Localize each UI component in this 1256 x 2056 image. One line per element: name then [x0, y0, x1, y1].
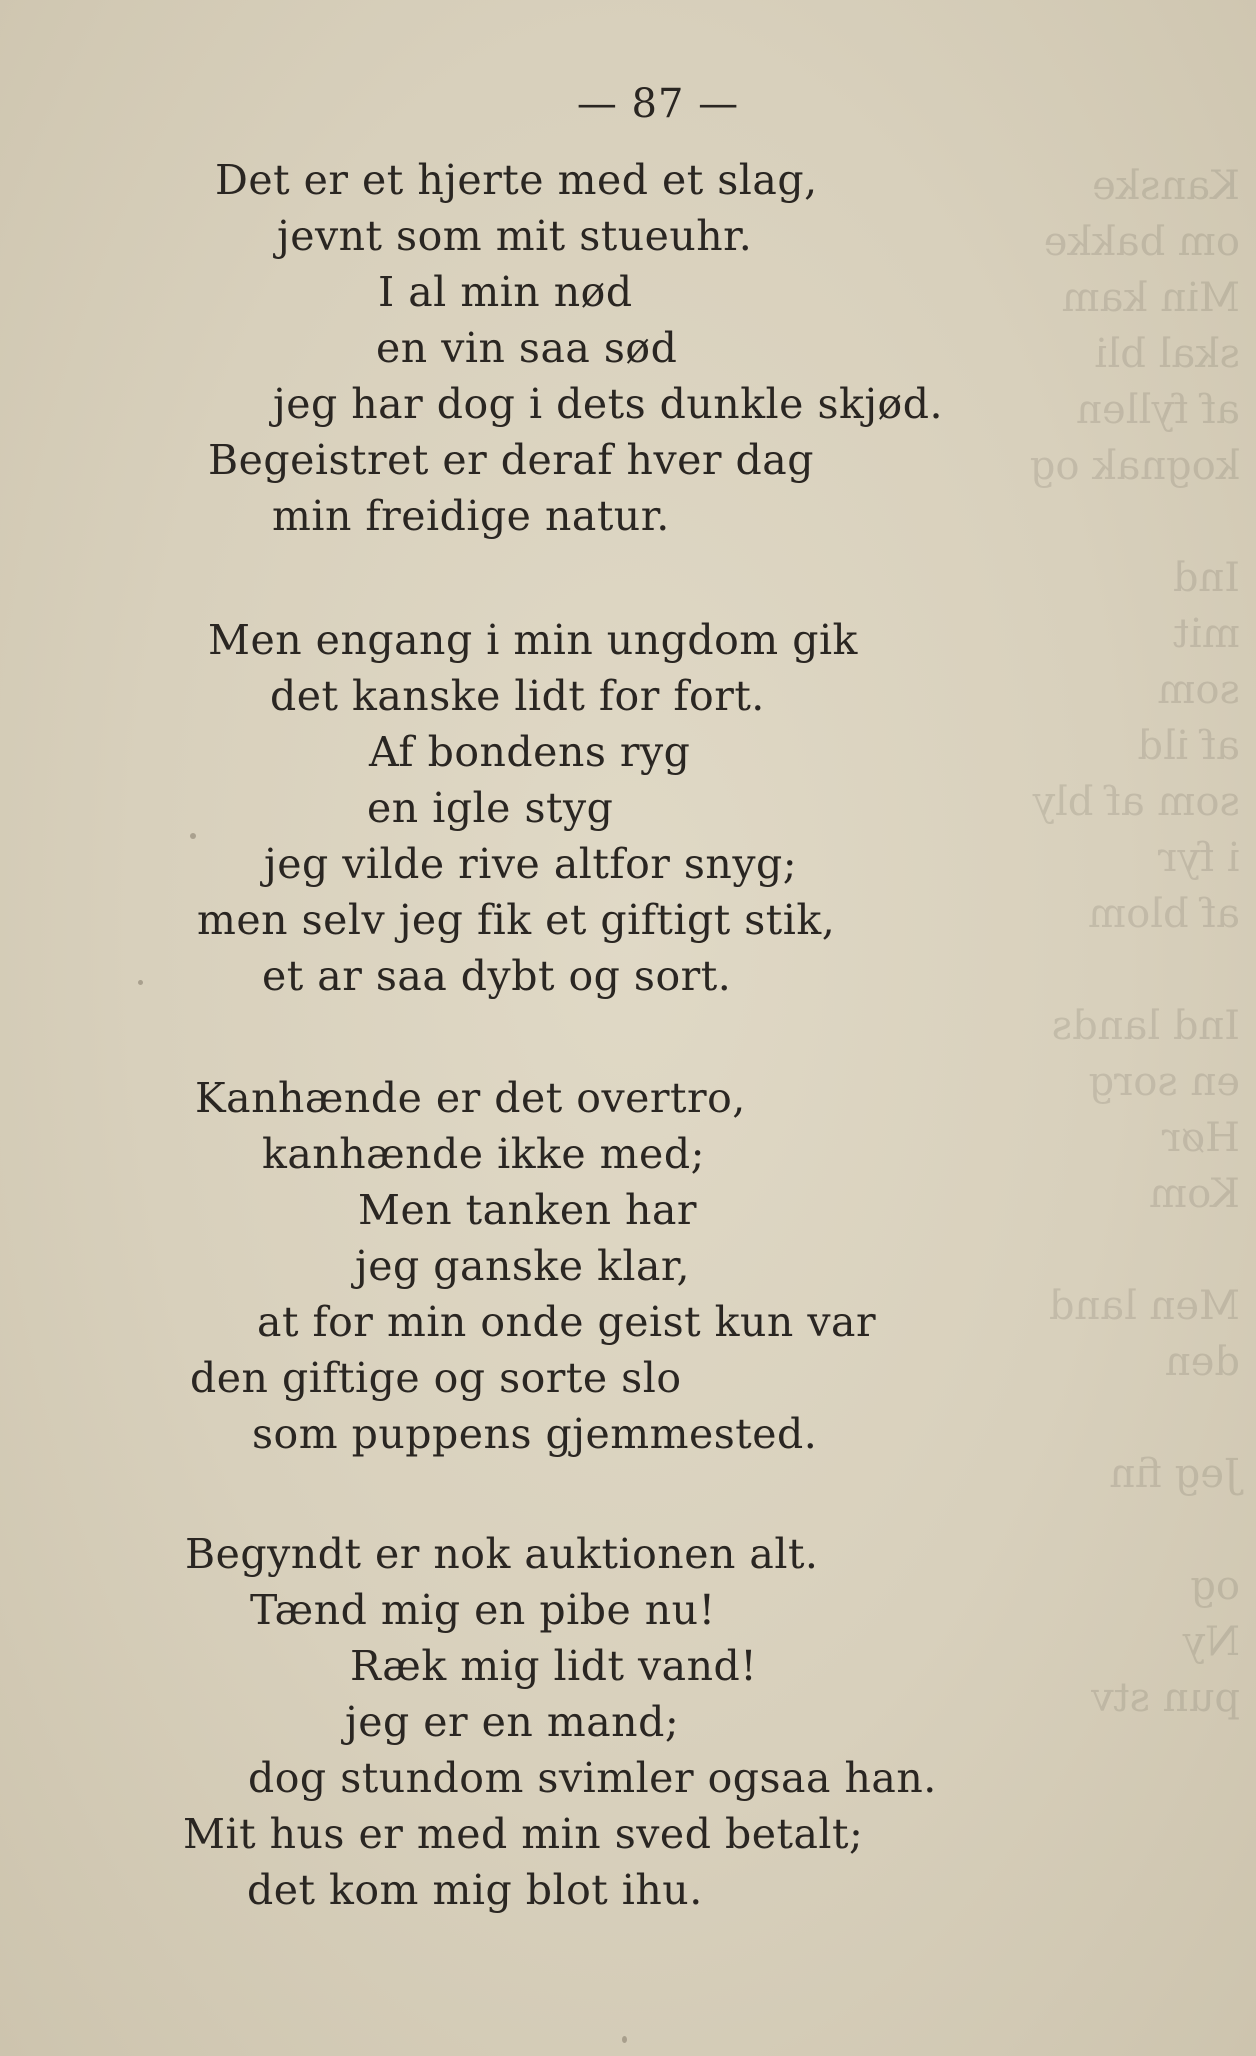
verse-line: jevnt som mit stueuhr. — [277, 212, 753, 260]
page-number: — 87 — — [576, 81, 740, 127]
verse-line: men selv jeg fik et giftigt stik, — [197, 896, 836, 944]
verse-line: jeg vilde rive altfor snyg; — [264, 840, 798, 888]
paper-speck — [190, 833, 196, 839]
verse-line: en vin saa sød — [376, 324, 678, 372]
verse-line: Tænd mig en pibe nu! — [250, 1586, 716, 1634]
verse-line: Kanhænde er det overtro, — [195, 1074, 746, 1122]
verse-line: den giftige og sorte slo — [190, 1354, 682, 1402]
paper-speck — [622, 2036, 627, 2043]
verse-line: det kom mig blot ihu. — [247, 1866, 703, 1914]
verse-line: I al min nød — [378, 268, 633, 316]
verse-line: kanhænde ikke med; — [262, 1130, 705, 1178]
verse-line: Det er et hjerte med et slag, — [215, 156, 818, 204]
verse-line: min freidige natur. — [272, 492, 670, 540]
verse-line: jeg er en mand; — [345, 1698, 680, 1746]
verse-line: Ræk mig lidt vand! — [350, 1642, 758, 1690]
verse-line: Men tanken har — [358, 1186, 698, 1234]
verse-line: et ar saa dybt og sort. — [262, 952, 732, 1000]
reverse-side-bleed-through: Kanske om bakke Min kam skal bli af fyllen kognak og Ind mit som af ild som af bly i fyr af blom Ind lands en sorg Hør Kom Men land den Jeg fin og Ny pun stv — [1029, 163, 1240, 1721]
verse-line: Begyndt er nok auktionen alt. — [185, 1530, 819, 1578]
verse-line: jeg ganske klar, — [355, 1242, 691, 1290]
verse-line: jeg har dog i dets dunkle skjød. — [273, 380, 944, 428]
verse-line: Begeistret er deraf hver dag — [208, 436, 814, 484]
verse-line: Men engang i min ungdom gik — [208, 616, 858, 664]
verse-line: Mit hus er med min sved betalt; — [183, 1810, 864, 1858]
verse-line: en igle styg — [367, 784, 614, 832]
verse-line: dog stundom svimler ogsaa han. — [248, 1754, 937, 1802]
verse-line: det kanske lidt for fort. — [270, 672, 765, 720]
paper-speck — [138, 980, 143, 985]
verse-line: at for min onde geist kun var — [257, 1298, 877, 1346]
verse-line: som puppens gjemmested. — [252, 1410, 818, 1458]
verse-line: Af bondens ryg — [369, 728, 691, 776]
